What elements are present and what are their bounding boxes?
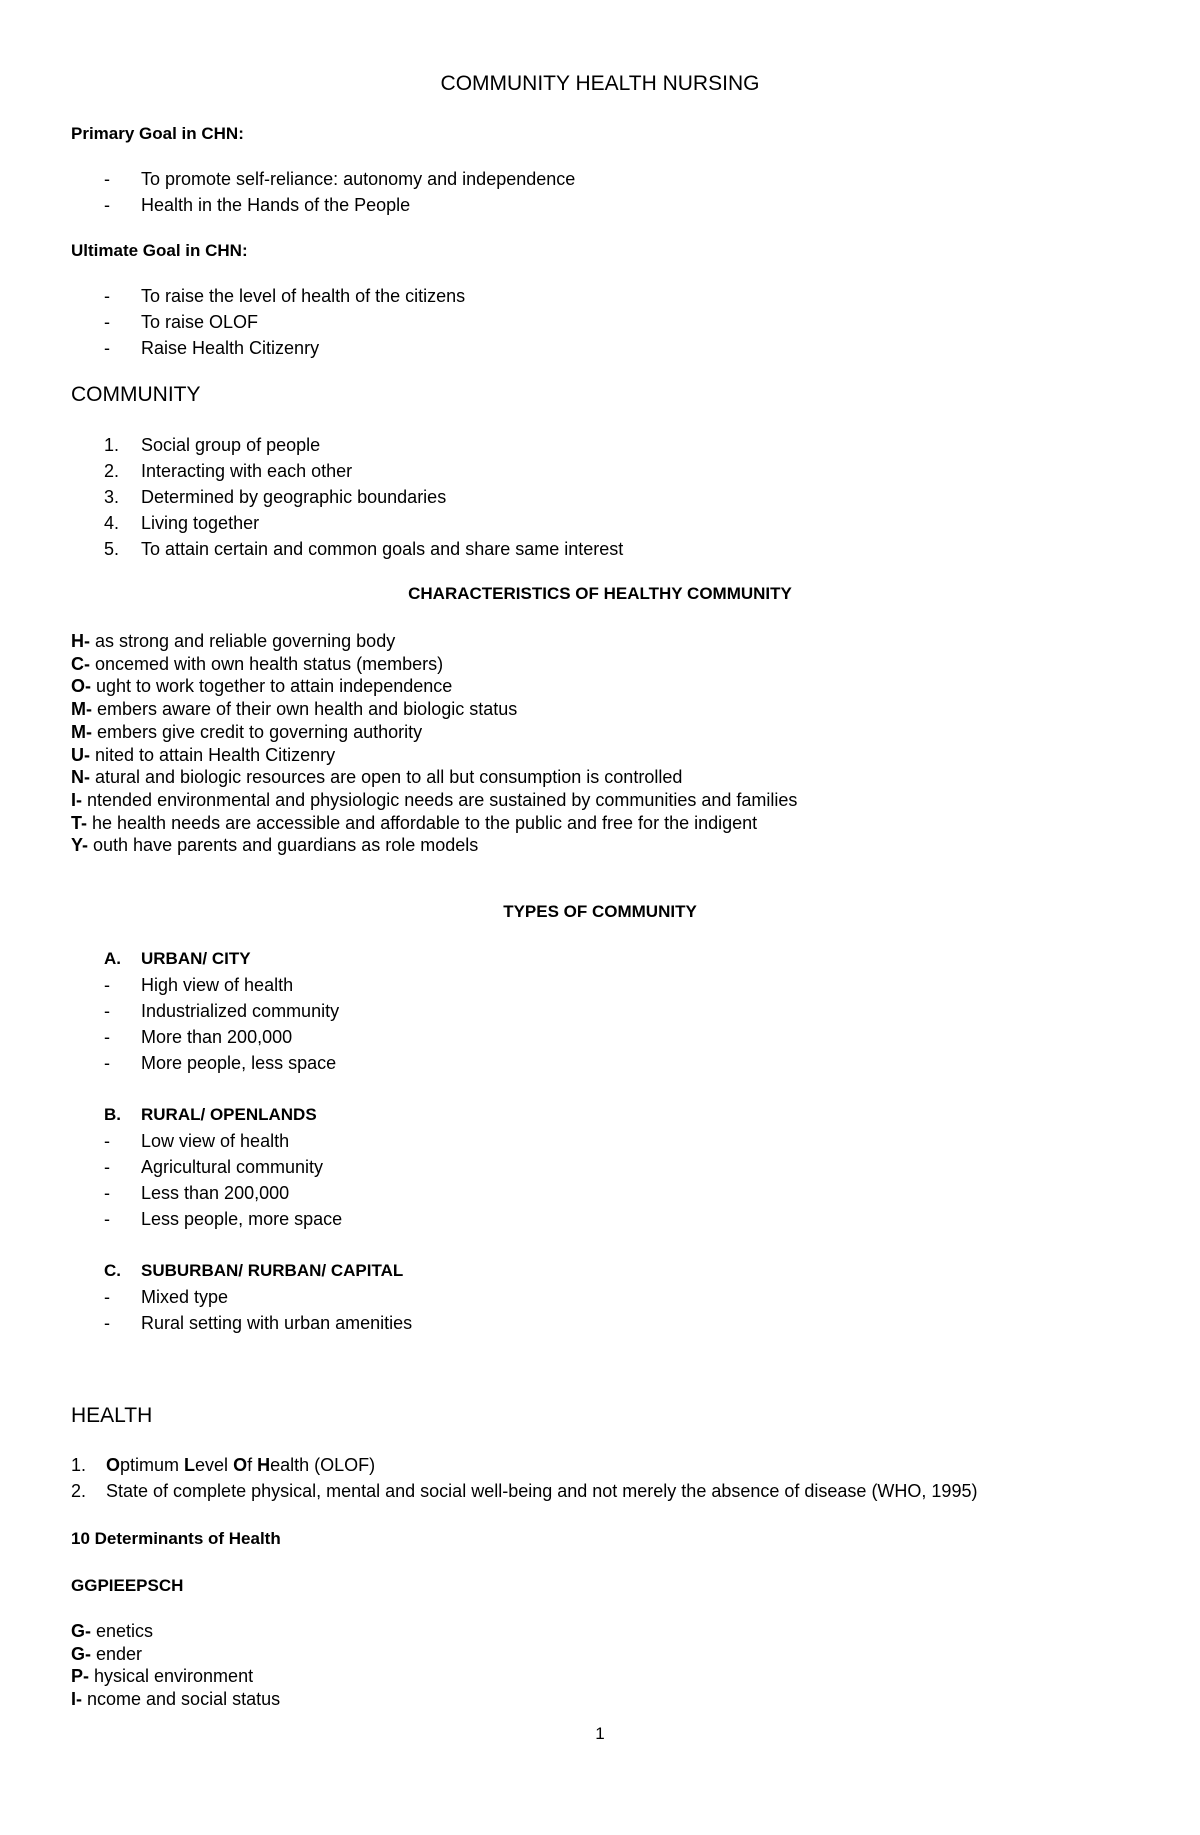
list-item-text: enetics [91,1621,154,1641]
bullet-dash: - [104,338,110,358]
list-item [104,1182,289,1204]
type-heading [104,948,251,970]
list-number: 3. [104,487,120,507]
list-number: 5. [104,539,120,559]
list-item [71,1454,375,1476]
acronym-letter: N- [71,767,90,788]
primary-goal-heading: Primary Goal in CHN: [71,124,244,143]
acronym-letter: T- [71,812,87,833]
acronym-letter: O- [71,676,91,697]
list-item-text: ptimum [120,1455,185,1475]
list-item [104,1286,228,1308]
list-item [71,1643,142,1665]
list-item-text: f [247,1455,258,1475]
list-item [71,812,757,834]
bullet-dash: - [104,1053,110,1073]
bullet-dash: - [104,312,110,332]
list-item-text: evel [195,1455,234,1475]
list-item [104,460,352,482]
list-number: 1. [71,1455,87,1475]
acronym-letter: C- [71,653,90,674]
list-item [71,834,478,856]
list-item-text: ncome and social status [82,1689,281,1710]
type-heading [104,1260,403,1282]
list-item-text: Health in the Hands of the People [141,195,411,215]
acronym-letter: P- [71,1666,89,1687]
type-name: URBAN/ CITY [141,949,251,968]
list-item-text: ntended environmental and physiologic needs are sustained by communities and families [82,789,798,810]
list-item-text: embers give credit to governing authority [92,721,423,742]
acronym-letter: I- [71,789,82,810]
list-item [104,1052,336,1074]
bullet-dash: - [104,1157,110,1177]
bullet-dash: - [104,1287,110,1307]
determinants-heading: 10 Determinants of Health [71,1529,281,1548]
list-item-text: atural and biologic resources are open to all but consumption is controlled [90,767,683,788]
list-item [71,789,797,811]
list-item-text: To raise OLOF [141,312,259,332]
list-item [104,1026,292,1048]
list-item [104,337,319,359]
acronym-letter: M- [71,699,92,720]
list-item-text: Less than 200,000 [141,1183,290,1203]
list-item [71,675,452,697]
ultimate-goal-heading: Ultimate Goal in CHN: [71,241,248,260]
list-item [71,653,443,675]
list-item [104,512,259,534]
type-name: SUBURBAN/ RURBAN/ CAPITAL [141,1261,404,1280]
list-item [104,311,258,333]
types-heading: TYPES OF COMMUNITY [503,902,697,921]
emphasis-letter: O [233,1455,248,1475]
acronym-letter: Y- [71,835,89,856]
list-item [71,1480,977,1502]
acronym-letter: U- [71,744,90,765]
list-item [71,1620,153,1642]
bullet-dash: - [104,195,110,215]
bullet-dash: - [104,169,110,189]
bullet-dash: - [104,1001,110,1021]
type-name: RURAL/ OPENLANDS [141,1105,317,1124]
list-item-text: State of complete physical, mental and social well-being and not merely the absence of disease (WHO, 1995) [106,1481,978,1501]
list-item [104,285,465,307]
list-number: 2. [71,1481,87,1501]
list-number: 4. [104,513,120,533]
list-item [71,698,517,720]
list-item [104,194,410,216]
characteristics-heading: CHARACTERISTICS OF HEALTHY COMMUNITY [408,584,792,603]
list-item-text: oncemed with own health status (members) [90,653,444,674]
bullet-dash: - [104,1313,110,1333]
type-heading [104,1104,317,1126]
list-item [104,1208,342,1230]
list-number: 1. [104,435,120,455]
list-number: 2. [104,461,120,481]
bullet-dash: - [104,1209,110,1229]
community-heading: COMMUNITY [71,383,201,406]
list-item [71,1688,280,1710]
bullet-dash: - [104,1027,110,1047]
acronym-letter: M- [71,721,92,742]
list-item-text: Raise Health Citizenry [141,338,320,358]
list-item-text: Determined by geographic boundaries [141,487,447,507]
list-item [104,1156,323,1178]
list-item-text: Low view of health [141,1131,290,1151]
list-item-text: Interacting with each other [141,461,353,481]
list-item [104,1000,339,1022]
list-item-text: as strong and reliable governing body [90,631,396,651]
emphasis-letter: O [106,1455,121,1475]
type-letter: A. [104,949,121,968]
list-item-text: embers aware of their own health and biologic status [92,699,518,720]
list-item [71,721,422,743]
list-item [71,744,335,766]
list-item [104,1312,412,1334]
list-item-text: More people, less space [141,1053,337,1073]
emphasis-letter: L [184,1455,196,1475]
list-item [71,630,395,652]
list-item [71,1665,253,1687]
list-item-text: Mixed type [141,1287,229,1307]
list-item-text: To promote self-reliance: autonomy and independence [141,169,576,189]
type-letter: C. [104,1261,121,1280]
acronym-letter: H- [71,631,90,651]
list-item [104,168,575,190]
list-item [104,1130,289,1152]
type-letter: B. [104,1105,121,1124]
list-item-text: Social group of people [141,435,321,455]
list-item-text: ught to work together to attain independence [91,676,453,697]
list-item [104,974,293,996]
bullet-dash: - [104,286,110,306]
list-item-text: hysical environment [89,1666,254,1687]
page-title: COMMUNITY HEALTH NURSING [440,72,760,95]
list-item-text: Less people, more space [141,1209,343,1229]
list-item-text: outh have parents and guardians as role models [88,835,479,856]
list-item-text: he health needs are accessible and affordable to the public and free for the indigent [87,812,758,833]
acronym-letter: G- [71,1643,91,1664]
determinants-acronym: GGPIEEPSCH [71,1576,184,1595]
list-item-text: ealth (OLOF) [270,1455,376,1475]
list-item-text: More than 200,000 [141,1027,293,1047]
list-item-text: nited to attain Health Citizenry [90,744,336,765]
list-item-text: ender [91,1643,143,1664]
list-item-text: High view of health [141,975,294,995]
list-item [104,538,623,560]
list-item-text: To raise the level of health of the citizens [141,286,466,306]
list-item-text: Living together [141,513,260,533]
bullet-dash: - [104,975,110,995]
list-item [104,486,446,508]
health-heading: HEALTH [71,1404,153,1427]
acronym-letter: G- [71,1621,91,1641]
list-item [71,766,682,788]
list-item-text: Agricultural community [141,1157,324,1177]
emphasis-letter: H [257,1455,271,1475]
acronym-letter: I- [71,1689,82,1710]
page-number: 1 [595,1724,605,1743]
list-item-text: Rural setting with urban amenities [141,1313,413,1333]
list-item-text: To attain certain and common goals and share same interest [141,539,624,559]
list-item [104,434,320,456]
list-item-text: Industrialized community [141,1001,340,1021]
bullet-dash: - [104,1183,110,1203]
bullet-dash: - [104,1131,110,1151]
